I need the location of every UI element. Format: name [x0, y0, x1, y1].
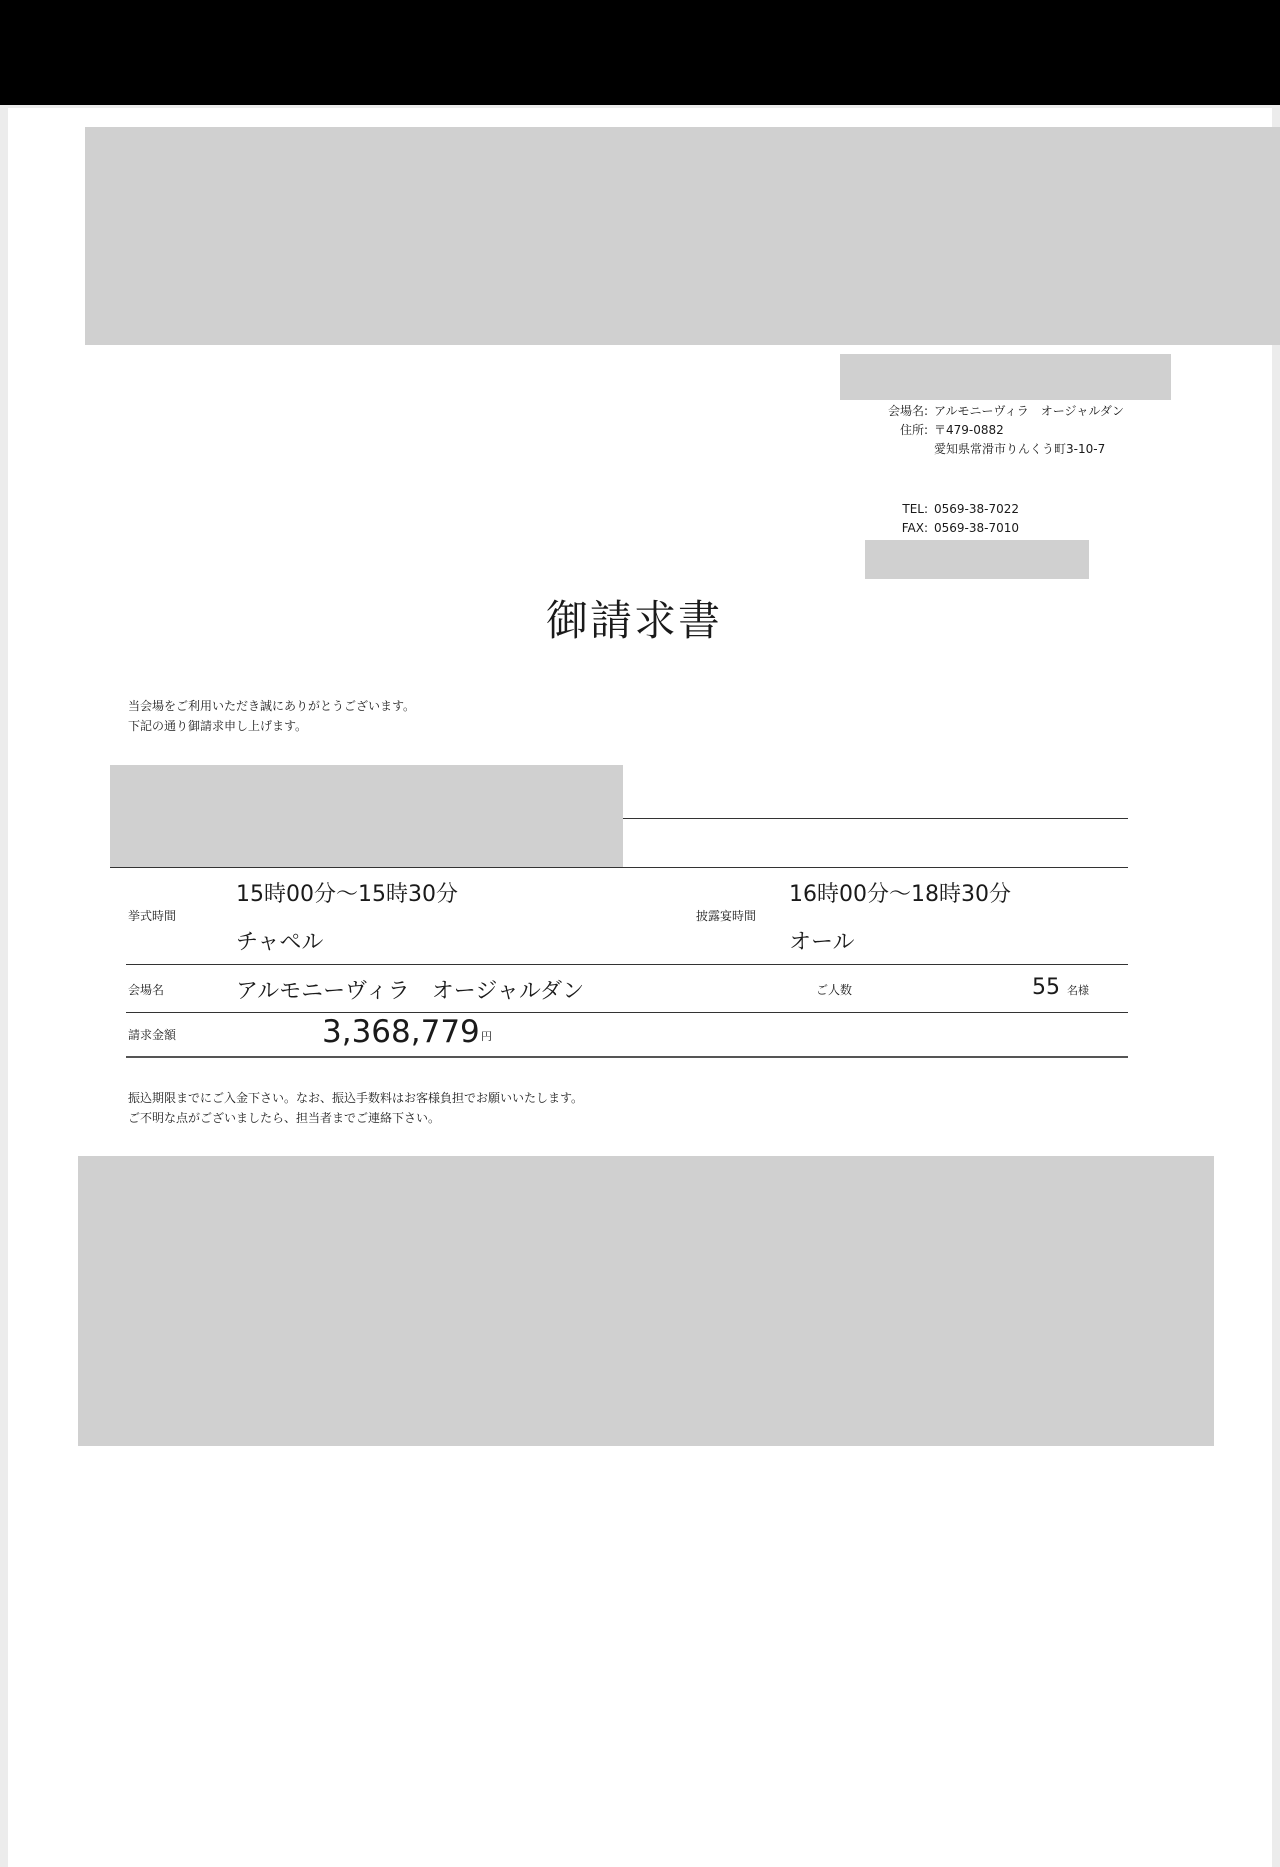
address: 愛知県常滑市りんくう町3-10-7 [934, 442, 1106, 456]
redacted-issuer [840, 354, 1171, 400]
tel-label: TEL: [902, 502, 928, 516]
table-top-rule [110, 867, 1128, 868]
venue-address-block [868, 402, 1168, 459]
amount-label: 請求金額 [128, 1028, 177, 1042]
venue-name: アルモニーヴィラ オージャルダン [934, 404, 1124, 418]
payment-note [128, 1088, 583, 1128]
reception-time: 16時00分～18時30分 [789, 882, 1011, 907]
fax-number: 0569-38-7010 [934, 521, 1020, 535]
payment-note-line-2: ご不明な点がございましたら、担当者までご連絡下さい。 [128, 1111, 441, 1125]
fax-label: FAX: [901, 521, 928, 535]
redacted-header [85, 127, 1280, 345]
invoice-page [8, 108, 1272, 1867]
redacted-contact [865, 540, 1089, 579]
billing-amount: 3,368,779 [322, 1014, 480, 1050]
payment-note-line-1: 振込期限までにご入金下さい。なお、振込手数料はお客様負担でお願いいたします。 [128, 1091, 584, 1105]
venue-label: 会場名 [128, 983, 165, 997]
greeting-text [128, 696, 415, 736]
venue-name-value: アルモニーヴィラ オージャルダン [236, 979, 585, 1004]
greeting-line-1: 当会場をご利用いただき誠にありがとうございます。 [128, 699, 416, 713]
reception-place: オール [789, 930, 855, 955]
redacted-footer [78, 1156, 1214, 1446]
venue-contact-block [868, 500, 1168, 538]
amount-unit: 円 [481, 1030, 492, 1043]
table-rule-1 [126, 964, 1128, 965]
ceremony-time-label: 挙式時間 [128, 909, 177, 923]
table-bottom-rule [126, 1056, 1128, 1058]
recipient-underline [623, 818, 1128, 819]
venue-name-label: 会場名: [887, 404, 928, 418]
top-bar [0, 0, 1280, 105]
reception-time-label: 披露宴時間 [696, 909, 757, 923]
postal-code: 〒479-0882 [934, 423, 1004, 437]
guests-label: ご人数 [816, 983, 853, 997]
document-title: 御請求書 [545, 596, 722, 645]
greeting-line-2: 下記の通り御請求申し上げます。 [128, 719, 308, 733]
guests-count: 55 [1032, 975, 1060, 1000]
ceremony-time: 15時00分～15時30分 [236, 882, 458, 907]
address-label: 住所: [899, 423, 928, 437]
redacted-recipient [110, 765, 623, 867]
tel-number: 0569-38-7022 [934, 502, 1020, 516]
guests-unit: 名様 [1067, 984, 1089, 997]
ceremony-place: チャペル [236, 930, 324, 955]
table-rule-2 [126, 1012, 1128, 1013]
